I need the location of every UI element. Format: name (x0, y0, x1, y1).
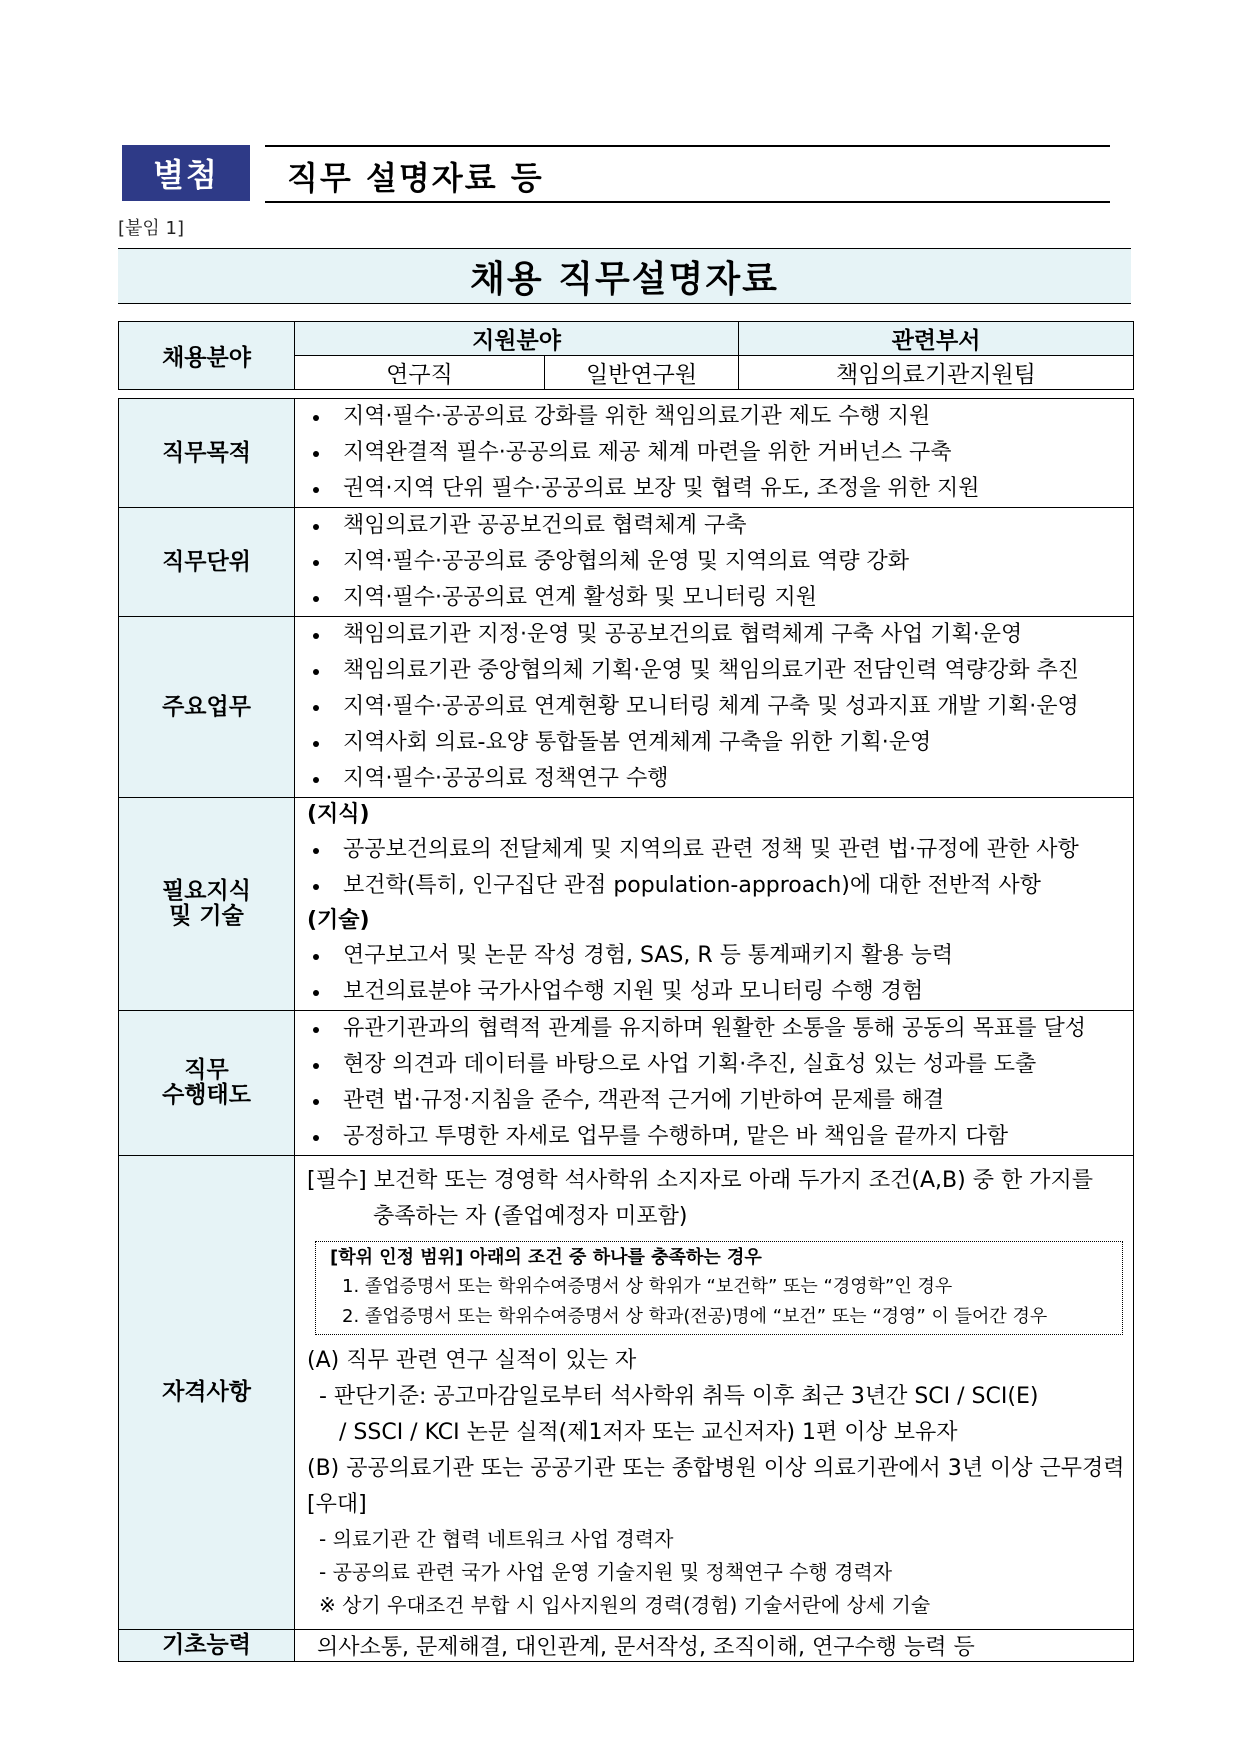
list-item: 지역·필수·공공의료 정책연구 수행 (307, 761, 1123, 797)
list-item: 지역·필수·공공의료 중앙협의체 운영 및 지역의료 역량 강화 (307, 544, 1123, 580)
basic-label: 기초능력 (119, 1630, 295, 1662)
skills-label-line2: 및 기술 (169, 903, 244, 929)
preferred-note: ※ 상기 우대조건 부합 시 입사지원의 경력(경험) 기술서란에 상세 기술 (319, 1593, 931, 1617)
list-item: 현장 의견과 데이터를 바탕으로 사업 기획·추진, 실효성 있는 성과를 도출 (307, 1047, 1123, 1083)
list-item: 권역·지역 단위 필수·공공의료 보장 및 협력 유도, 조정을 위한 지원 (307, 471, 1123, 507)
preferred-item: - 의료기관 간 협력 네트워크 사업 경력자 (319, 1527, 674, 1551)
degree-scope-item: 2. 졸업증명서 또는 학위수여증명서 상 학과(전공)명에 “보건” 또는 “경영” 이 들어간 경우 (342, 1306, 1048, 1327)
list-item: 지역·필수·공공의료 강화를 위한 책임의료기관 제도 수행 지원 (307, 399, 1123, 435)
header-title: 직무 설명자료 등 (287, 159, 544, 197)
list-item: 지역·필수·공공의료 연계현황 모니터링 체계 구축 및 성과지표 개발 기획·운영 (307, 689, 1123, 725)
required-line2: 충족하는 자 (졸업예정자 미포함) (373, 1204, 688, 1229)
summary-table (118, 321, 1134, 390)
qualifications-row (119, 1156, 1134, 1630)
condition-b: (B) 공공의료기관 또는 공공기관 또는 종합병원 이상 의료기관에서 3년 이상 근무경력 (307, 1456, 1125, 1481)
purpose-label: 직무목적 (119, 399, 295, 508)
degree-scope-title: [학위 인정 범위] 아래의 조건 중 하나를 충족하는 경우 (330, 1247, 762, 1268)
unit-label: 직무단위 (119, 508, 295, 617)
skills-row (119, 798, 1134, 1011)
list-item: 보건의료분야 국가사업수행 지원 및 성과 모니터링 수행 경험 (307, 974, 1123, 1010)
condition-a-detail: - 판단기준: 공고마감일로부터 석사학위 취득 이후 최근 3년간 SCI / SCI(E) (319, 1384, 1039, 1409)
degree-scope-item: 1. 졸업증명서 또는 학위수여증명서 상 학위가 “보건학” 또는 “경영학”인 경우 (342, 1276, 953, 1297)
unit-row (119, 508, 1134, 617)
job-level: 일반연구원 (545, 356, 739, 390)
degree-scope-box (315, 1241, 1123, 1335)
department-label: 관련부서 (739, 322, 1134, 356)
list-item: 지역·필수·공공의료 연계 활성화 및 모니터링 지원 (307, 580, 1123, 616)
list-item: 보건학(특히, 인구집단 관점 population-approach)에 대한 전반적 사항 (307, 868, 1123, 904)
skills-label (119, 798, 295, 1011)
list-item: 지역사회 의료-요양 통합돌봄 연계체계 구축을 위한 기획·운영 (307, 725, 1123, 761)
list-item: 책임의료기관 공공보건의료 협력체계 구축 (307, 508, 1123, 544)
preferred-title: [우대] (307, 1492, 367, 1517)
skills-content (295, 798, 1134, 1011)
attitude-label-line2: 수행태도 (162, 1082, 251, 1108)
list-item: 유관기관과의 협력적 관계를 유지하며 원활한 소통을 통해 공동의 목표를 달성 (307, 1011, 1123, 1047)
purpose-row (119, 399, 1134, 508)
list-item: 관련 법·규정·지침을 준수, 객관적 근거에 기반하여 문제를 해결 (307, 1083, 1123, 1119)
list-item: 책임의료기관 중앙협의체 기획·운영 및 책임의료기관 전담인력 역량강화 추진 (307, 653, 1123, 689)
condition-a: (A) 직무 관련 연구 실적이 있는 자 (307, 1348, 637, 1373)
job-type: 연구직 (295, 356, 545, 390)
skills-label-line1: 필요지식 (162, 878, 251, 904)
header-title-frame (265, 145, 1110, 203)
required-line1: [필수] 보건학 또는 경영학 석사학위 소지자로 아래 두가지 조건(A,B) 중 한 가지를 (307, 1168, 1093, 1193)
basic-row (119, 1630, 1134, 1662)
attitude-label (119, 1011, 295, 1156)
support-field-label: 지원분야 (295, 322, 739, 356)
tech-title: (기술) (307, 908, 370, 933)
department: 책임의료기관지원팀 (739, 356, 1134, 390)
qualifications-label: 자격사항 (119, 1156, 295, 1630)
knowledge-title: (지식) (307, 802, 370, 827)
list-item: 연구보고서 및 논문 작성 경험, SAS, R 등 통계패키지 활용 능력 (307, 938, 1123, 974)
list-item: 공공보건의료의 전달체계 및 지역의료 관련 정책 및 관련 법·규정에 관한 사항 (307, 832, 1123, 868)
attitude-content (295, 1011, 1134, 1156)
list-item: 지역완결적 필수·공공의료 제공 체계 마련을 위한 거버넌스 구축 (307, 435, 1123, 471)
list-item: 책임의료기관 지정·운영 및 공공보건의료 협력체계 구축 사업 기획·운영 (307, 617, 1123, 653)
list-item: 공정하고 투명한 자세로 업무를 수행하며, 맡은 바 책임을 끝까지 다함 (307, 1119, 1123, 1155)
preferred-item: - 공공의료 관련 국가 사업 운영 기술지원 및 정책연구 수행 경력자 (319, 1560, 893, 1584)
condition-a-detail: / SSCI / KCI 논문 실적(제1저자 또는 교신저자) 1편 이상 보유자 (339, 1420, 958, 1445)
attachment-badge: 별첨 (122, 145, 250, 201)
purpose-content (295, 399, 1134, 508)
duties-content (295, 617, 1134, 798)
job-description-table (118, 398, 1134, 1662)
attachment-label: [붙임 1] (118, 218, 184, 239)
unit-content (295, 508, 1134, 617)
qualifications-content (295, 1156, 1134, 1630)
duties-label: 주요업무 (119, 617, 295, 798)
field-label: 채용분야 (119, 322, 295, 390)
duties-row (119, 617, 1134, 798)
attitude-row (119, 1011, 1134, 1156)
basic-content: 의사소통, 문제해결, 대인관계, 문서작성, 조직이해, 연구수행 능력 등 (295, 1630, 1134, 1662)
attitude-label-line1: 직무 (184, 1057, 229, 1083)
document-title: 채용 직무설명자료 (118, 248, 1131, 304)
